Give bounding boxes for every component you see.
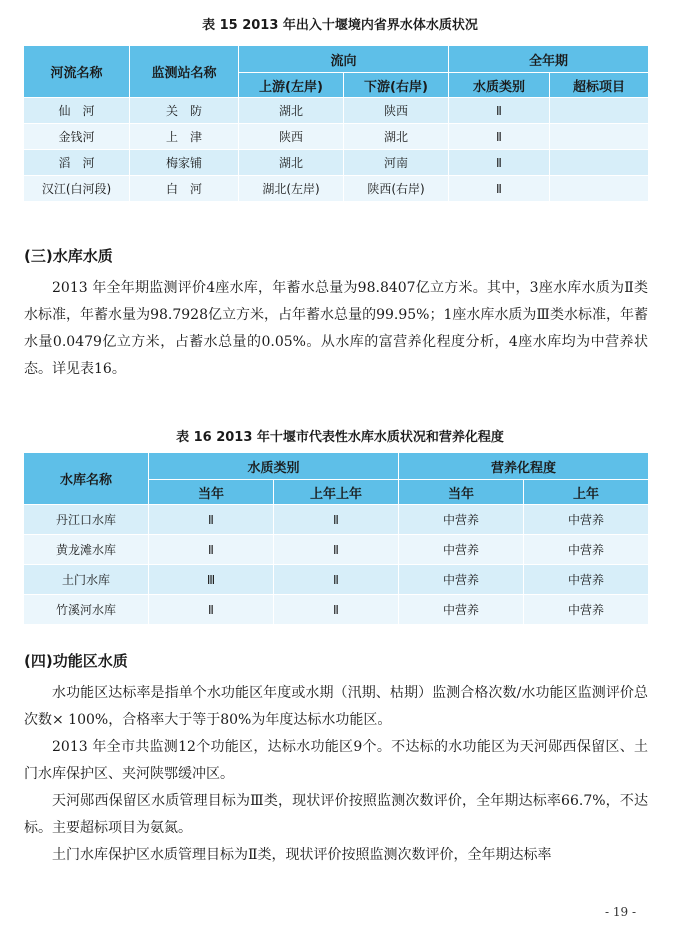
col-station: 监测站名称 — [130, 46, 239, 98]
cell-up: 湖北 — [239, 150, 344, 176]
cell-name: 黄龙滩水库 — [24, 535, 149, 565]
cell-t-now: 中营养 — [399, 535, 524, 565]
col-flow: 流向 — [239, 46, 449, 73]
cell-river: 金钱河 — [24, 124, 130, 150]
table-row — [24, 595, 648, 625]
table-row — [24, 565, 648, 595]
cell-t-now: 中营养 — [399, 505, 524, 535]
cell-t-now: 中营养 — [399, 565, 524, 595]
section4-paragraph-4: 土门水库保护区水质管理目标为Ⅱ类，现状评价按照监测次数评价，全年期达标率 — [52, 847, 552, 863]
col-trophic: 营养化程度 — [399, 453, 648, 480]
cell-down: 陕西 — [344, 98, 449, 124]
cell-down: 陕西(右岸) — [344, 176, 449, 202]
section3-heading: (三)水库水质 — [24, 247, 113, 265]
col-quality: 水质类别 — [449, 73, 550, 98]
table15-caption: 表 15 2013 年出入十堰境内省界水体水质状况 — [202, 18, 478, 33]
section3-paragraph: 2013 年全年期监测评价4座水库，年蓄水总量为98.8407亿立方米。其中，3座水库水质为Ⅱ类水标准，年蓄水量为98.7928亿立方米，占年蓄水总量的99.95%；1座水库水质为Ⅲ类水标准，年蓄水量0.0479亿立方米，占蓄水总量的0.05%。从水库的富营养化程度分析，4座水库均为中营养状态。详见表16。 — [24, 280, 648, 377]
cell-t-last: 中营养 — [524, 565, 648, 595]
cell-t-last: 中营养 — [524, 535, 648, 565]
table-row — [24, 505, 648, 535]
cell-quality: Ⅱ — [449, 176, 550, 202]
cell-name: 竹溪河水库 — [24, 595, 149, 625]
section4-paragraph-3: 天河郧西保留区水质管理目标为Ⅲ类，现状评价按照监测次数评价，全年期达标率66.7%，不达标。主要超标项目为氨氮。 — [24, 793, 648, 836]
cell-exceed — [550, 124, 648, 150]
cell-quality: Ⅱ — [449, 124, 550, 150]
cell-q-last: Ⅱ — [274, 565, 399, 595]
table-row — [24, 176, 648, 202]
col-reservoir-name: 水库名称 — [24, 453, 149, 505]
table16 — [24, 453, 648, 625]
cell-station: 白 河 — [130, 176, 239, 202]
col-quality: 水质类别 — [149, 453, 399, 480]
cell-q-last: Ⅱ — [274, 505, 399, 535]
cell-t-last: 中营养 — [524, 595, 648, 625]
table-row — [24, 535, 648, 565]
cell-q-last: Ⅱ — [274, 535, 399, 565]
cell-q-now: Ⅱ — [149, 595, 274, 625]
col-upstream: 上游(左岸) — [239, 73, 344, 98]
cell-river: 仙 河 — [24, 98, 130, 124]
col-trophic-this-year: 当年 — [399, 480, 524, 505]
cell-q-now: Ⅱ — [149, 505, 274, 535]
section4-paragraph-2: 2013 年全市共监测12个功能区，达标水功能区9个。不达标的水功能区为天河郧西保留区、土门水库保护区、夹河陕鄂缓冲区。 — [24, 739, 648, 782]
table-row — [24, 150, 648, 176]
col-quality-last-year: 上年上年 — [274, 480, 399, 505]
col-downstream: 下游(右岸) — [344, 73, 449, 98]
col-river: 河流名称 — [24, 46, 130, 98]
cell-river: 滔 河 — [24, 150, 130, 176]
cell-down: 河南 — [344, 150, 449, 176]
cell-name: 丹江口水库 — [24, 505, 149, 535]
page-number: - 19 - — [604, 905, 636, 919]
section4-heading: (四)功能区水质 — [24, 652, 128, 670]
cell-up: 湖北(左岸) — [239, 176, 344, 202]
cell-exceed — [550, 176, 648, 202]
col-trophic-last-year: 上年 — [524, 480, 648, 505]
col-fullyear: 全年期 — [449, 46, 648, 73]
table15 — [24, 46, 648, 202]
cell-q-last: Ⅱ — [274, 595, 399, 625]
cell-station: 关 防 — [130, 98, 239, 124]
cell-exceed — [550, 98, 648, 124]
cell-up: 陕西 — [239, 124, 344, 150]
table-row — [24, 98, 648, 124]
table16-caption: 表 16 2013 年十堰市代表性水库水质状况和营养化程度 — [176, 430, 504, 445]
cell-river: 汉江(白河段) — [24, 176, 130, 202]
section4-paragraph-1: 水功能区达标率是指单个水功能区年度或水期（汛期、枯期）监测合格次数/水功能区监测评价总次数× 100%，合格率大于等于80%为年度达标水功能区。 — [24, 685, 648, 728]
table-row — [24, 124, 648, 150]
cell-down: 湖北 — [344, 124, 449, 150]
cell-station: 梅家铺 — [130, 150, 239, 176]
cell-up: 湖北 — [239, 98, 344, 124]
cell-station: 上 津 — [130, 124, 239, 150]
cell-t-last: 中营养 — [524, 505, 648, 535]
cell-quality: Ⅱ — [449, 98, 550, 124]
col-exceed: 超标项目 — [550, 73, 648, 98]
cell-name: 土门水库 — [24, 565, 149, 595]
cell-exceed — [550, 150, 648, 176]
cell-q-now: Ⅲ — [149, 565, 274, 595]
cell-t-now: 中营养 — [399, 595, 524, 625]
col-quality-this-year: 当年 — [149, 480, 274, 505]
cell-q-now: Ⅱ — [149, 535, 274, 565]
cell-quality: Ⅱ — [449, 150, 550, 176]
